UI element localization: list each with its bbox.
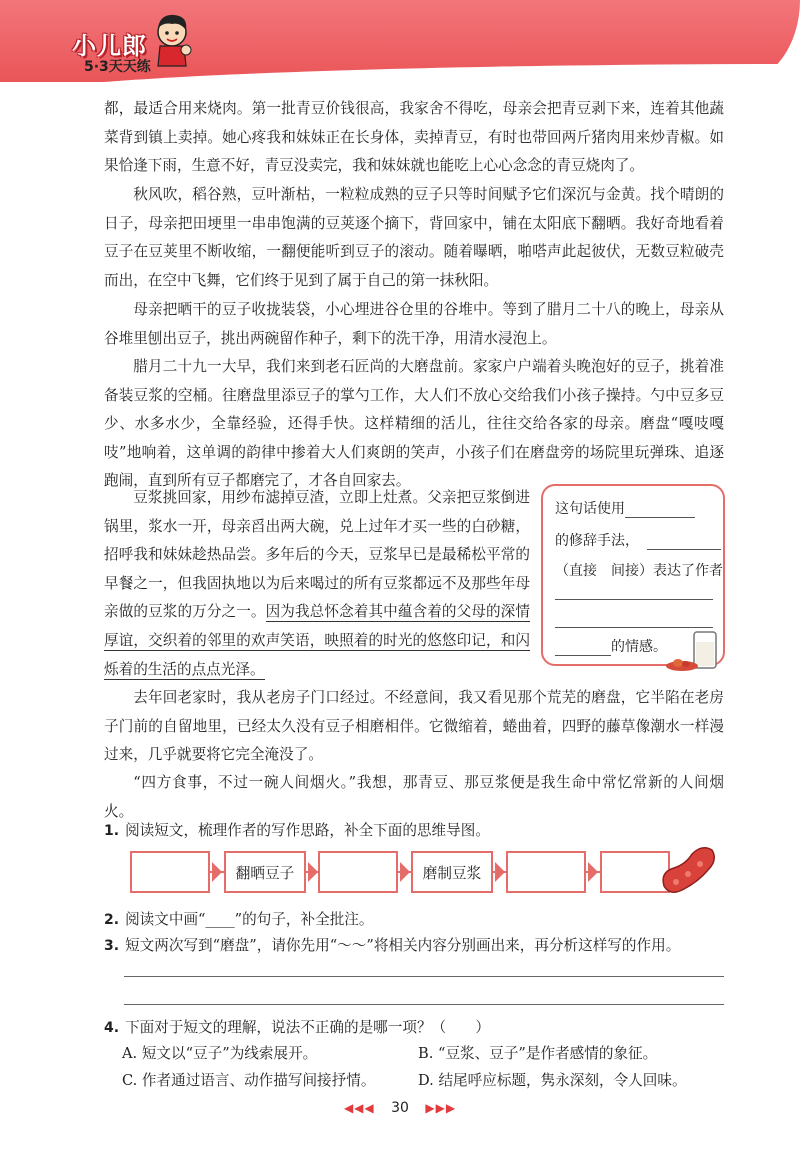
mind-map-box-4: 磨制豆浆 <box>411 851 493 893</box>
right-arrows-icon: ▶▶▶ <box>425 1101 457 1115</box>
series-label: 5·3天天练 <box>84 59 151 75</box>
note-blank-1[interactable] <box>625 517 695 518</box>
soymilk-cup-icon <box>664 626 724 672</box>
paragraph-2: 秋风吹，稻谷熟，豆叶渐枯，一粒粒成熟的豆子只等时间赋予它们深沉与金黄。找个晴朗的日子，母亲把田埂里一串串饱满的豆荚逐个摘下，背回家中，铺在太阳底下翻晒。我好奇地看着豆子在豆荚里不断收缩，一翻便能听到豆子的滚动。随着曝晒，啪嗒声此起彼伏，无数豆粒破壳而出，在空中飞舞，它们终于见到了属于自己的第一抹秋阳。 <box>104 186 724 289</box>
paragraph-5 <box>104 484 530 684</box>
mind-map-arrow <box>212 862 222 882</box>
note-line-4: 的情感。 <box>611 639 667 655</box>
answer-line[interactable] <box>124 976 724 977</box>
note-blank-5[interactable] <box>555 655 611 656</box>
note-line-1: 这句话使用 <box>555 501 625 517</box>
mind-map-arrow <box>400 862 410 882</box>
question-2: 2. 阅读文中画“____”的句子，补全批注。 <box>104 911 374 928</box>
note-blank-3[interactable] <box>555 598 713 600</box>
underlined-sentence-2: 着其中蕴含着的父母的深情厚谊，交织着的邻里的欢声笑语， <box>104 603 530 649</box>
mind-map-box-2: 翻晒豆子 <box>224 851 306 893</box>
question-1: 1. 阅读短文，梳理作者的写作思路，补全下面的思维导图。 <box>104 822 490 839</box>
paragraph-1: 都，最适合用来烧肉。第一批青豆价钱很高，我家舍不得吃，母亲会把青豆剥下来，连着其他蔬菜背到镇上卖掉。她心疼我和妹妹正在长身体，卖掉青豆，有时也带回两斤猪肉用来炒青椒。如果恰逢下雨，生意不好，青豆没卖完，我和妹妹就也能吃上心心念念的青豆烧肉了。 <box>104 100 724 175</box>
brand-logo: 小儿郎 <box>72 32 147 60</box>
question-3: 3. 短文两次写到“磨盘”，请你先用“～～”将相关内容分别画出来，再分析这样写的作用。 <box>104 937 681 954</box>
paragraph-5-text: 豆浆挑回家，用纱布滤掉豆渣，立即上灶煮。父亲把豆浆倒进锅里，浆水一开，母亲舀出两大碗，兑上过年才买一些的白砂糖，招呼我和妹妹趁热品尝。多年后的今天，豆浆早已是最稀松平常的早餐之一，但我固执地以为后来喝过的所有豆浆都远不及那些年母亲做的豆浆的万分之一。 <box>104 489 530 621</box>
question-4: 4. 下面对于短文的理解，说法不正确的是哪一项？（ ） <box>104 1019 490 1036</box>
mind-map-box-1[interactable] <box>130 851 210 893</box>
page-number-footer <box>340 1100 460 1116</box>
option-c[interactable]: C. 作者通过语言、动作描写间接抒情。 <box>122 1072 376 1089</box>
note-line-2: 的修辞手法， <box>555 533 639 549</box>
mind-map-arrow <box>308 862 318 882</box>
paragraph-7: “四方食事，不过一碗人间烟火。”我想，那青豆、那豆浆便是我生命中常忆常新的人间烟火。 <box>104 774 724 820</box>
page-number: 30 <box>391 1100 409 1116</box>
mascot-icon <box>150 8 194 68</box>
paragraph-3: 母亲把晒干的豆子收拢装袋，小心埋进谷仓里的谷堆中。等到了腊月二十八的晚上，母亲从谷堆里刨出豆子，挑出两碗留作种子，剩下的洗干净，用清水浸泡上。 <box>104 301 724 347</box>
mind-map-box-3[interactable] <box>318 851 398 893</box>
mind-map-arrow <box>588 862 598 882</box>
option-a[interactable]: A. 短文以“豆子”为线索展开。 <box>122 1045 318 1062</box>
underlined-sentence-3: 映照着的时光的悠悠印记，和闪烁着的生活的点点光泽。 <box>104 631 530 678</box>
paragraph-4: 腊月二十九一大早，我们来到老石匠尚的大磨盘前。家家户户端着头晚泡好的豆子，挑着准备装豆浆的空桶。往磨盘里添豆子的掌勺工作，大人们不放心交给我们小孩子操持。勺中豆多豆少、水多水少，全靠经验，还得手快。这样精细的活儿，往往交给各家的母亲。磨盘“嘎吱嘎吱”地响着，这单调的韵律中掺着大人们爽朗的笑声，小孩子们在磨盘旁的场院里玩弹珠、追逐跑闹，直到所有豆子都磨完了，才各自回家去。 <box>104 358 724 490</box>
underlined-sentence-1: 因为我总怀念 <box>265 603 354 621</box>
left-arrows-icon: ◀◀◀ <box>343 1101 375 1115</box>
paragraph-6: 去年回老家时，我从老房子门口经过。不经意间，我又看见那个荒芜的磨盘，它半陷在老房子门前的自留地里，已经太久没有豆子相磨相伴。它微缩着，蜷曲着，四野的藤草像潮水一样漫过来，几乎就要将它完全淹没了。 <box>104 689 724 764</box>
note-line-3: （直接 间接）表达了作者 <box>555 563 723 579</box>
bean-pod-icon <box>656 842 720 898</box>
option-d[interactable]: D. 结尾呼应标题，隽永深刻，令人回味。 <box>418 1072 687 1089</box>
note-blank-2[interactable] <box>647 549 721 550</box>
answer-line[interactable] <box>124 1004 724 1005</box>
mind-map-box-5[interactable] <box>506 851 586 893</box>
mind-map-arrow <box>495 862 505 882</box>
option-b[interactable]: B. “豆浆、豆子”是作者感情的象征。 <box>418 1045 658 1062</box>
